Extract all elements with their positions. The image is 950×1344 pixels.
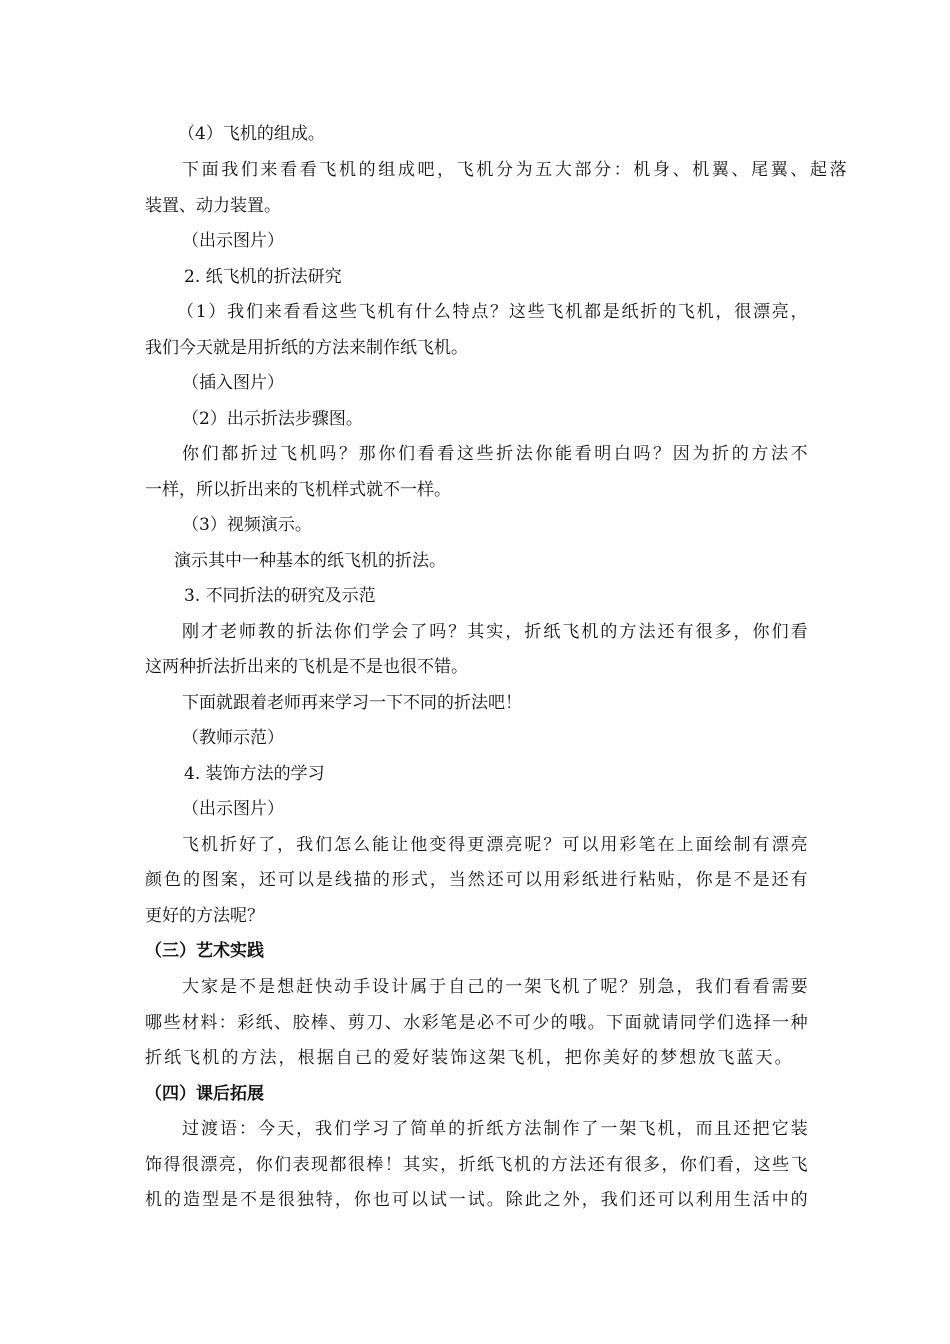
paragraph-line: 哪些材料：彩纸、胶棒、剪刀、水彩笔是必不可少的哦。下面就请同学们选择一种 <box>145 1013 808 1033</box>
paragraph-line: 折纸飞机的方法，根据自己的爱好装饰这架飞机，把你美好的梦想放飞蓝天。 <box>145 1048 792 1068</box>
paragraph-line: 下面我们来看看飞机的组成吧，飞机分为五大部分：机身、机翼、尾翼、起落 <box>182 160 847 180</box>
section-heading-decoration: 4. 装饰方法的学习 <box>184 764 325 784</box>
section-heading-different-folds: 3. 不同折法的研究及示范 <box>184 586 376 606</box>
paragraph-line: 更好的方法呢？ <box>145 906 264 926</box>
subsection-heading-step-diagram: （2）出示折法步骤图。 <box>182 409 363 429</box>
subsection-heading-video-demo: （3）视频演示。 <box>182 515 312 535</box>
paragraph-line: 刚才老师教的折法你们学会了吗？其实，折纸飞机的方法还有很多，你们看 <box>182 622 808 642</box>
paragraph-line: 这两种折法折出来的飞机是不是也很不错。 <box>145 657 468 677</box>
paragraph-line: 一样，所以折出来的飞机样式就不一样。 <box>145 480 451 500</box>
paragraph-line: 大家是不是想赶快动手设计属于自己的一架飞机了呢？别急，我们看看需要 <box>182 977 808 997</box>
section-heading-folding-research: 2. 纸飞机的折法研究 <box>184 267 342 287</box>
paragraph-line: 过渡语：今天，我们学习了简单的折纸方法制作了一架飞机，而且还把它装 <box>182 1119 808 1139</box>
note-show-picture: （出示图片） <box>182 231 284 251</box>
section-heading-extension: （四）课后拓展 <box>145 1084 264 1104</box>
subsection-heading-aircraft-composition: （4）飞机的组成。 <box>178 124 325 144</box>
paragraph-line: （1）我们来看看这些飞机有什么特点？这些飞机都是纸折的飞机，很漂亮， <box>177 302 808 322</box>
paragraph-line: 飞机折好了，我们怎么能让他变得更漂亮呢？可以用彩笔在上面绘制有漂亮 <box>182 835 808 855</box>
paragraph-line: 机的造型是不是很独特，你也可以试一试。除此之外，我们还可以利用生活中的 <box>145 1190 808 1210</box>
paragraph-line: 我们今天就是用折纸的方法来制作纸飞机。 <box>145 338 468 358</box>
paragraph-line: 演示其中一种基本的纸飞机的折法。 <box>174 551 446 571</box>
section-heading-art-practice: （三）艺术实践 <box>145 941 264 961</box>
note-teacher-demo: （教师示范） <box>182 728 284 748</box>
note-insert-picture: （插入图片） <box>182 373 284 393</box>
paragraph-line: 下面就跟着老师再来学习一下不同的折法吧！ <box>182 693 522 713</box>
paragraph-line: 饰得很漂亮，你们表现都很棒！其实，折纸飞机的方法还有很多，你们看，这些飞 <box>145 1155 808 1175</box>
note-show-picture: （出示图片） <box>182 799 284 819</box>
paragraph-line: 颜色的图案，还可以是线描的形式，当然还可以用彩纸进行粘贴，你是不是还有 <box>145 870 808 890</box>
paragraph-line: 你们都折过飞机吗？那你们看看这些折法你能看明白吗？因为折的方法不 <box>182 444 808 464</box>
paragraph-line: 装置、动力装置。 <box>145 196 281 216</box>
